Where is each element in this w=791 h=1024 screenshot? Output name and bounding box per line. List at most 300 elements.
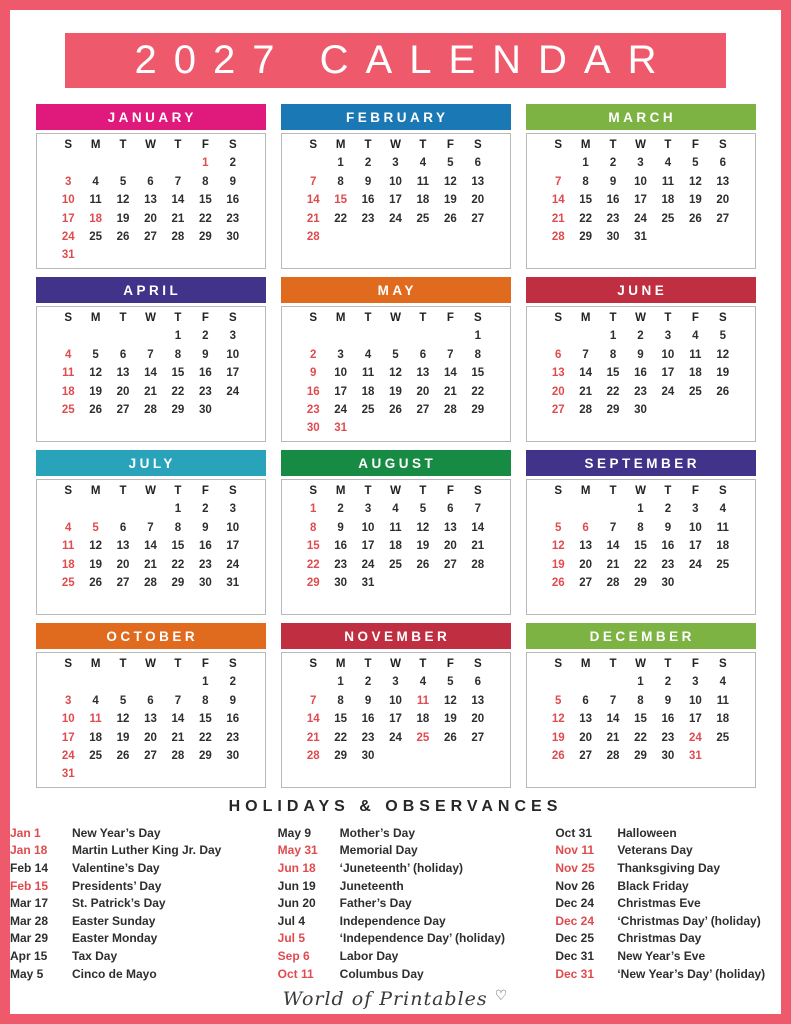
day-cell: 12: [551, 540, 565, 553]
empty-day-cell: [354, 330, 381, 348]
month-grid-december: [526, 652, 756, 788]
day-cell: 11: [416, 694, 429, 707]
empty-day-cell: [137, 768, 164, 786]
day-cell: 18: [716, 713, 730, 726]
holiday-row: [555, 947, 781, 965]
day-cell: 8: [637, 694, 644, 707]
day-cell: 22: [634, 558, 647, 571]
day-cell: 6: [582, 521, 589, 534]
day-cell: 31: [61, 249, 75, 262]
empty-day-cell: [327, 231, 354, 249]
day-cell: 21: [171, 212, 185, 225]
empty-day-cell: [137, 330, 164, 348]
weekday-label: F: [446, 139, 454, 151]
holiday-date: Nov 11: [555, 843, 595, 858]
day-cell: 3: [229, 330, 236, 343]
month-grid-february: [281, 133, 511, 269]
day-cell: 15: [606, 367, 620, 380]
day-cell: 9: [229, 175, 236, 188]
heart-icon: ♡: [494, 988, 509, 1005]
empty-day-cell: [382, 422, 409, 440]
day-cell: 20: [579, 731, 593, 744]
day-cell: 31: [226, 576, 240, 589]
holiday-date: Mar 28: [10, 913, 49, 928]
day-cell: 21: [551, 212, 565, 225]
day-cell: 2: [310, 348, 317, 361]
day-cell: 23: [198, 385, 212, 398]
empty-day-cell: [300, 676, 327, 694]
weekday-label: M: [580, 139, 591, 151]
day-cell: 6: [119, 521, 127, 534]
day-cell: 2: [364, 676, 372, 689]
weekday-label: S: [228, 485, 237, 497]
day-cell: 11: [716, 694, 729, 707]
month-header-november: NOVEMBER: [281, 623, 511, 649]
month-header-october: OCTOBER: [36, 623, 266, 649]
weekday-label: W: [390, 658, 401, 670]
day-cell: 25: [416, 212, 430, 225]
weekday-label: F: [691, 312, 699, 324]
day-grid-december: [545, 658, 737, 768]
day-cell: 25: [61, 403, 75, 416]
day-cell: 26: [443, 731, 457, 744]
holiday-name: Valentine’s Day: [72, 860, 160, 875]
holiday-row: [555, 965, 781, 983]
day-cell: 15: [171, 367, 185, 380]
day-cell: 9: [664, 521, 672, 534]
weekday-label: W: [390, 312, 401, 324]
day-cell: 30: [606, 230, 620, 243]
day-cell: 17: [361, 540, 375, 553]
weekday-label: T: [174, 139, 182, 151]
day-cell: 26: [116, 230, 130, 243]
day-cell: 8: [582, 175, 589, 188]
holiday-name: Tax Day: [72, 948, 118, 963]
day-cell: 14: [443, 367, 457, 380]
month-card-july: [36, 450, 266, 615]
day-cell: 28: [443, 403, 457, 416]
weekday-label: T: [664, 485, 672, 497]
day-cell: 19: [116, 731, 130, 744]
empty-day-cell: [409, 422, 436, 440]
day-cell: 6: [474, 157, 481, 170]
weekday-label: S: [64, 485, 73, 497]
day-cell: 28: [306, 230, 320, 243]
weekday-label: T: [419, 485, 427, 497]
day-cell: 25: [661, 212, 675, 225]
holiday-date: May 9: [277, 825, 312, 840]
holiday-name: Cinco de Mayo: [72, 966, 157, 981]
weekday-label: M: [90, 139, 101, 151]
day-cell: 25: [389, 558, 402, 571]
day-cell: 13: [579, 713, 593, 726]
day-cell: 11: [361, 367, 375, 380]
day-cell: 17: [226, 540, 240, 553]
day-cell: 31: [361, 576, 375, 589]
empty-day-cell: [545, 330, 572, 348]
day-cell: 23: [361, 731, 375, 744]
empty-day-cell: [219, 768, 246, 786]
day-cell: 23: [306, 403, 320, 416]
empty-day-cell: [55, 503, 82, 521]
day-cell: 25: [416, 731, 430, 744]
weekday-label: T: [119, 485, 127, 497]
day-cell: 18: [389, 540, 402, 553]
day-cell: 19: [416, 540, 430, 553]
weekday-label: S: [228, 312, 237, 324]
day-cell: 15: [334, 713, 348, 726]
weekday-label: M: [335, 658, 346, 670]
month-header-december: DECEMBER: [526, 623, 756, 649]
day-cell: 6: [419, 348, 427, 361]
day-cell: 13: [471, 175, 485, 188]
empty-day-cell: [300, 157, 327, 175]
day-cell: 17: [634, 194, 647, 207]
day-cell: 9: [637, 348, 644, 361]
day-cell: 24: [226, 558, 240, 571]
month-card-december: [526, 623, 756, 788]
holiday-row: [10, 912, 252, 930]
day-grid-march: [545, 139, 737, 249]
day-cell: 22: [606, 385, 620, 398]
day-cell: 10: [688, 521, 702, 534]
day-cell: 4: [92, 175, 99, 188]
day-cell: 2: [364, 157, 372, 170]
day-cell: 18: [416, 713, 430, 726]
day-cell: 11: [416, 175, 429, 188]
weekday-label: F: [446, 485, 454, 497]
weekday-label: W: [635, 485, 646, 497]
day-cell: 6: [474, 676, 481, 689]
holiday-name: ‘Christmas Day’ (holiday): [617, 913, 761, 928]
day-cell: 19: [116, 212, 130, 225]
holiday-row: [10, 930, 252, 948]
weekday-label: M: [90, 658, 101, 670]
month-card-april: [36, 277, 266, 442]
weekday-label: W: [390, 485, 401, 497]
day-cell: 28: [144, 403, 157, 416]
day-cell: 1: [609, 330, 617, 343]
day-cell: 20: [116, 385, 130, 398]
day-cell: 17: [661, 367, 675, 380]
day-cell: 23: [226, 731, 240, 744]
empty-day-cell: [572, 676, 599, 694]
weekday-label: S: [718, 658, 727, 670]
weekday-label: S: [473, 139, 482, 151]
weekday-label: T: [174, 312, 182, 324]
day-cell: 7: [555, 175, 562, 188]
month-card-september: [526, 450, 756, 615]
day-cell: 17: [688, 540, 702, 553]
weekday-label: M: [90, 485, 101, 497]
day-cell: 1: [337, 157, 344, 170]
empty-day-cell: [572, 330, 599, 348]
holiday-row: [555, 842, 781, 860]
day-cell: 12: [551, 713, 565, 726]
day-cell: 2: [202, 503, 209, 516]
holidays-column-3: [555, 824, 781, 982]
holiday-date: Jun 19: [277, 878, 316, 893]
empty-day-cell: [137, 503, 164, 521]
empty-day-cell: [109, 330, 136, 348]
holiday-row: [278, 947, 530, 965]
day-cell: 31: [334, 422, 348, 435]
weekday-label: W: [635, 139, 646, 151]
day-cell: 16: [198, 367, 212, 380]
month-header-march: MARCH: [526, 104, 756, 130]
day-cell: 12: [389, 367, 402, 380]
holiday-row: [555, 930, 781, 948]
holiday-date: May 31: [277, 843, 318, 858]
holiday-name: Memorial Day: [339, 843, 418, 858]
day-cell: 7: [474, 503, 481, 516]
day-cell: 2: [664, 503, 672, 516]
empty-day-cell: [164, 676, 191, 694]
day-cell: 16: [306, 385, 320, 398]
empty-day-cell: [109, 503, 136, 521]
day-cell: 3: [65, 175, 72, 188]
day-cell: 30: [226, 230, 240, 243]
day-cell: 11: [661, 175, 674, 188]
weekday-label: M: [335, 485, 346, 497]
holiday-row: [10, 824, 252, 842]
day-cell: 18: [61, 558, 75, 571]
logo-text: World of Printables: [282, 988, 488, 1011]
empty-day-cell: [437, 577, 464, 595]
day-cell: 27: [144, 230, 157, 243]
month-card-august: [281, 450, 511, 615]
empty-day-cell: [164, 157, 191, 175]
day-cell: 9: [364, 694, 372, 707]
holidays-column-1: [10, 824, 252, 982]
day-cell: 13: [116, 540, 130, 553]
day-cell: 20: [443, 540, 457, 553]
day-cell: 12: [116, 713, 130, 726]
empty-day-cell: [82, 157, 109, 175]
day-cell: 13: [144, 713, 157, 726]
holiday-name: New Year’s Eve: [617, 948, 706, 963]
day-cell: 4: [664, 157, 672, 170]
holidays-column-2: [278, 824, 530, 982]
empty-day-cell: [382, 577, 409, 595]
day-cell: 19: [389, 385, 402, 398]
day-cell: 14: [579, 367, 593, 380]
weekday-label: S: [228, 139, 237, 151]
day-cell: 21: [306, 731, 320, 744]
day-cell: 31: [61, 768, 75, 781]
weekday-label: F: [446, 658, 454, 670]
weekday-label: T: [364, 139, 372, 151]
day-cell: 13: [716, 175, 730, 188]
weekday-label: T: [664, 139, 672, 151]
holiday-row: [278, 965, 530, 983]
day-cell: 4: [419, 676, 427, 689]
day-cell: 29: [606, 403, 620, 416]
weekday-label: T: [119, 658, 127, 670]
day-cell: 14: [144, 367, 157, 380]
day-cell: 16: [361, 713, 375, 726]
day-cell: 20: [416, 385, 430, 398]
day-cell: 26: [89, 403, 103, 416]
empty-day-cell: [382, 231, 409, 249]
day-cell: 9: [202, 348, 209, 361]
day-cell: 22: [171, 558, 185, 571]
holiday-name: Mother’s Day: [339, 825, 416, 840]
day-cell: 15: [579, 194, 593, 207]
day-cell: 23: [361, 212, 375, 225]
day-grid-february: [300, 139, 492, 249]
empty-day-cell: [682, 231, 709, 249]
day-cell: 21: [144, 558, 157, 571]
day-cell: 29: [634, 576, 647, 589]
empty-day-cell: [654, 231, 681, 249]
empty-day-cell: [109, 157, 136, 175]
day-cell: 2: [637, 330, 644, 343]
holiday-name: Presidents’ Day: [72, 878, 162, 893]
day-cell: 28: [144, 576, 157, 589]
month-grid-september: [526, 479, 756, 615]
day-cell: 21: [579, 385, 593, 398]
day-cell: 18: [716, 540, 730, 553]
world-of-printables-logo: [10, 988, 781, 1010]
day-cell: 14: [171, 713, 185, 726]
day-cell: 29: [334, 749, 348, 762]
day-cell: 19: [443, 194, 457, 207]
day-cell: 31: [688, 749, 702, 762]
holiday-name: Juneteenth: [339, 878, 404, 893]
day-cell: 14: [606, 713, 620, 726]
day-cell: 1: [637, 503, 644, 516]
day-cell: 21: [144, 385, 157, 398]
day-cell: 10: [389, 694, 402, 707]
day-cell: 22: [634, 731, 647, 744]
day-cell: 5: [692, 157, 699, 170]
day-cell: 9: [202, 521, 209, 534]
day-cell: 30: [334, 576, 348, 589]
empty-day-cell: [464, 231, 491, 249]
day-cell: 8: [637, 521, 644, 534]
day-cell: 16: [198, 540, 212, 553]
day-cell: 10: [61, 194, 75, 207]
holiday-row: [10, 842, 252, 860]
holiday-row: [278, 877, 530, 895]
day-cell: 27: [579, 749, 593, 762]
day-cell: 27: [443, 558, 457, 571]
holiday-name: Martin Luther King Jr. Day: [72, 843, 222, 858]
day-cell: 18: [361, 385, 375, 398]
day-cell: 11: [89, 194, 102, 207]
holiday-date: Oct 31: [555, 825, 592, 840]
empty-day-cell: [82, 768, 109, 786]
weekday-label: T: [174, 485, 182, 497]
day-cell: 29: [171, 403, 185, 416]
month-grid-january: [36, 133, 266, 269]
weekday-label: W: [145, 658, 156, 670]
day-cell: 13: [551, 367, 565, 380]
day-cell: 9: [664, 694, 672, 707]
empty-day-cell: [437, 330, 464, 348]
weekday-label: S: [554, 658, 563, 670]
month-header-january: JANUARY: [36, 104, 266, 130]
day-cell: 8: [310, 521, 317, 534]
day-cell: 24: [634, 212, 647, 225]
day-cell: 15: [471, 367, 485, 380]
empty-day-cell: [354, 422, 381, 440]
day-cell: 24: [661, 385, 675, 398]
day-cell: 7: [147, 521, 154, 534]
day-cell: 23: [634, 385, 647, 398]
day-cell: 10: [688, 694, 702, 707]
day-cell: 17: [226, 367, 240, 380]
day-cell: 13: [471, 694, 485, 707]
holiday-row: [278, 912, 530, 930]
day-cell: 5: [555, 694, 562, 707]
holiday-date: Dec 24: [555, 896, 595, 911]
day-cell: 15: [198, 713, 212, 726]
day-cell: 30: [198, 403, 212, 416]
day-cell: 11: [716, 521, 729, 534]
weekday-label: S: [64, 658, 73, 670]
month-grid-march: [526, 133, 756, 269]
day-cell: 31: [634, 230, 647, 243]
day-cell: 26: [116, 749, 130, 762]
holiday-row: [555, 877, 781, 895]
day-cell: 28: [606, 576, 620, 589]
holiday-date: Dec 31: [555, 966, 595, 981]
holiday-row: [10, 877, 252, 895]
holiday-row: [278, 842, 530, 860]
weekday-label: S: [554, 312, 563, 324]
weekday-label: W: [145, 139, 156, 151]
day-cell: 1: [174, 330, 182, 343]
weekday-label: T: [364, 312, 372, 324]
day-cell: 27: [579, 576, 593, 589]
day-cell: 30: [198, 576, 212, 589]
holiday-name: Black Friday: [617, 878, 689, 893]
day-cell: 5: [92, 521, 99, 534]
day-cell: 29: [634, 749, 647, 762]
day-cell: 25: [89, 230, 103, 243]
holiday-name: New Year’s Day: [72, 825, 161, 840]
empty-day-cell: [82, 503, 109, 521]
empty-day-cell: [709, 231, 736, 249]
holiday-row: [555, 859, 781, 877]
day-cell: 23: [606, 212, 620, 225]
holiday-date: Jun 20: [277, 896, 316, 911]
holiday-name: ‘New Year’s Day’ (holiday): [617, 966, 766, 981]
month-card-february: [281, 104, 511, 269]
day-cell: 26: [551, 576, 565, 589]
day-cell: 20: [551, 385, 565, 398]
day-cell: 10: [361, 521, 375, 534]
empty-day-cell: [709, 404, 736, 422]
day-cell: 15: [634, 540, 647, 553]
day-cell: 14: [306, 713, 320, 726]
day-cell: 1: [337, 676, 344, 689]
day-cell: 6: [147, 175, 154, 188]
empty-day-cell: [464, 750, 491, 768]
day-cell: 7: [147, 348, 154, 361]
empty-day-cell: [354, 231, 381, 249]
empty-day-cell: [327, 330, 354, 348]
day-cell: 5: [119, 694, 127, 707]
holiday-name: Columbus Day: [339, 966, 424, 981]
day-grid-september: [545, 485, 737, 595]
empty-day-cell: [599, 676, 626, 694]
day-cell: 24: [334, 403, 348, 416]
day-cell: 29: [198, 749, 212, 762]
day-cell: 1: [474, 330, 481, 343]
